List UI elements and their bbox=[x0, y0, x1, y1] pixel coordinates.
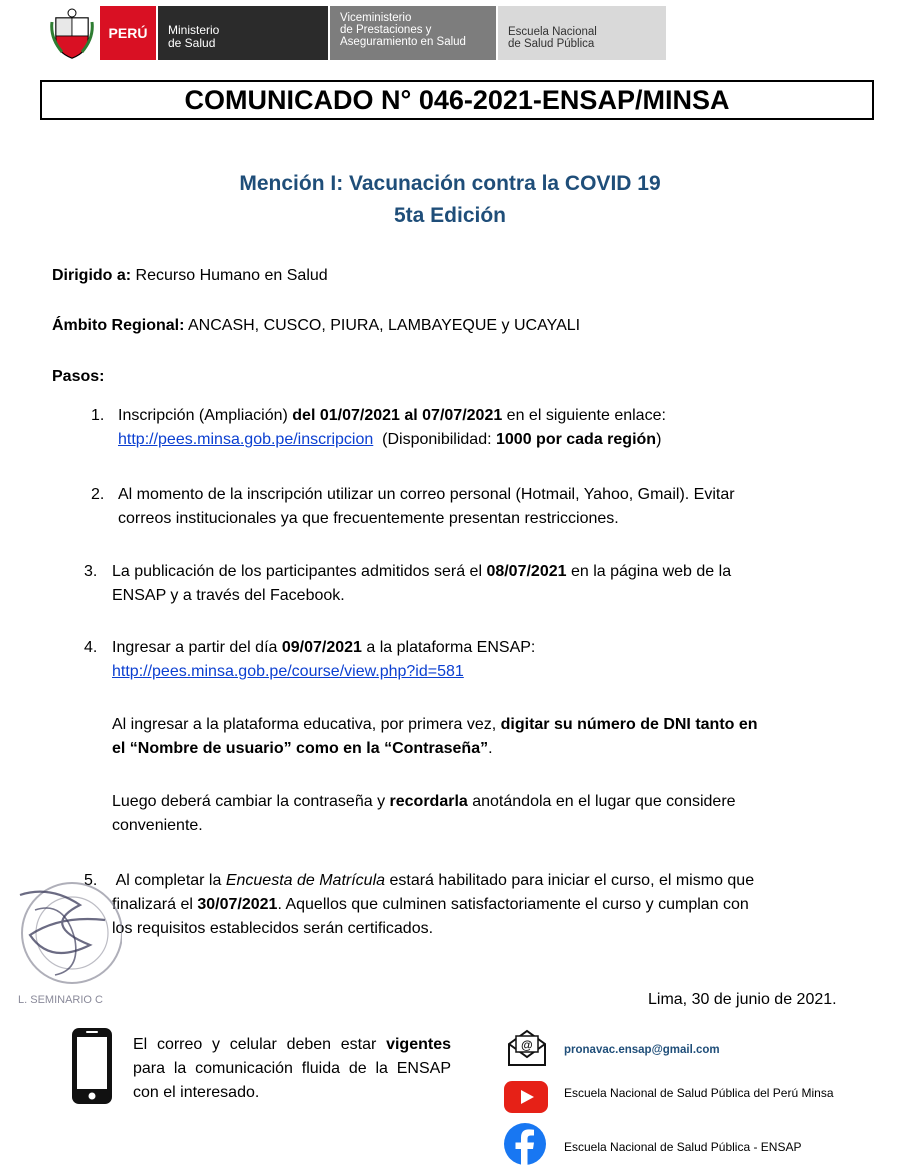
step-2-number: 2. bbox=[91, 486, 105, 503]
facebook-icon bbox=[503, 1122, 547, 1166]
step-4-password-note: Luego deberá cambiar la contraseña y recordarla anotándola en el lugar que considere conveniente. bbox=[112, 793, 736, 834]
youtube-channel: Escuela Nacional de Salud Pública del Perú Minsa bbox=[564, 1086, 834, 1100]
dirigido-line: Dirigido a: Recurso Humano en Salud bbox=[52, 267, 328, 284]
escuela-label: Escuela Nacional de Salud Pública bbox=[498, 6, 666, 60]
contact-email: pronavac.ensap@gmail.com bbox=[564, 1044, 720, 1056]
step-4-number: 4. bbox=[84, 639, 98, 656]
step-1: Inscripción (Ampliación) del 01/07/2021 al 07/07/2021 en el siguiente enlace: http://pees.minsa.gob.pe/inscripcion (Disponibilidad: 1000 por cada región) bbox=[118, 407, 666, 448]
stamp-text: L. SEMINARIO C bbox=[18, 994, 103, 1005]
document-title: COMUNICADO N° 046-2021-ENSAP/MINSA bbox=[40, 80, 874, 120]
step-4-dni-note: Al ingresar a la plataforma educativa, por primera vez, digitar su número de DNI tanto en el “Nombre de usuario” como en la “Contraseña”. bbox=[112, 716, 758, 757]
step-5-number: 5. bbox=[84, 872, 98, 889]
course-link[interactable]: http://pees.minsa.gob.pe/course/view.php?id=581 bbox=[112, 663, 464, 680]
step-2: Al momento de la inscripción utilizar un correo personal (Hotmail, Yahoo, Gmail). Evitar correos institucionales ya que frecuentemente presentan restricciones. bbox=[118, 486, 735, 527]
date-line: Lima, 30 de junio de 2021. bbox=[648, 991, 837, 1008]
header-banner bbox=[0, 0, 900, 70]
ministerio-label: Ministerio de Salud bbox=[158, 6, 328, 60]
document-subtitle bbox=[0, 168, 900, 232]
coat-of-arms-icon bbox=[50, 8, 94, 60]
step-3-number: 3. bbox=[84, 563, 98, 580]
svg-text:@: @ bbox=[521, 1038, 533, 1052]
viceministerio-label: Viceministerio de Prestaciones y Aseguramiento en Salud bbox=[330, 6, 496, 60]
ambito-line: Ámbito Regional: ANCASH, CUSCO, PIURA, LAMBAYEQUE y UCAYALI bbox=[52, 317, 581, 334]
contact-note: El correo y celular deben estar vigentes para la comunicación fluida de la ENSAP con el interesado. bbox=[133, 1036, 451, 1101]
email-icon bbox=[506, 1028, 548, 1068]
mobile-phone-icon bbox=[70, 1026, 114, 1106]
inscripcion-link[interactable]: http://pees.minsa.gob.pe/inscripcion bbox=[118, 431, 374, 448]
step-4: Ingresar a partir del día 09/07/2021 a la plataforma ENSAP: http://pees.minsa.gob.pe/course/view.php?id=581 bbox=[112, 639, 536, 680]
facebook-page: Escuela Nacional de Salud Pública - ENSAP bbox=[564, 1140, 802, 1154]
step-1-number: 1. bbox=[91, 407, 105, 424]
step-5: Al completar la Encuesta de Matrícula estará habilitado para iniciar el curso, el mismo que finalizará el 30/07/2021. Aquellos que culminen satisfactoriamente el curso y cumplan con los requisitos establecidos serán certificados. bbox=[112, 872, 755, 937]
peru-badge: PERÚ bbox=[100, 6, 156, 60]
youtube-icon bbox=[503, 1080, 549, 1114]
official-stamp-icon bbox=[10, 875, 122, 1005]
subtitle-line: Mención I: Vacunación contra la COVID 19 bbox=[239, 172, 661, 195]
pasos-label: Pasos: bbox=[52, 368, 105, 385]
step-3: La publicación de los participantes admitidos será el 08/07/2021 en la página web de la ENSAP y a través del Facebook. bbox=[112, 563, 732, 604]
subtitle-edition: 5ta Edición bbox=[393, 204, 507, 227]
